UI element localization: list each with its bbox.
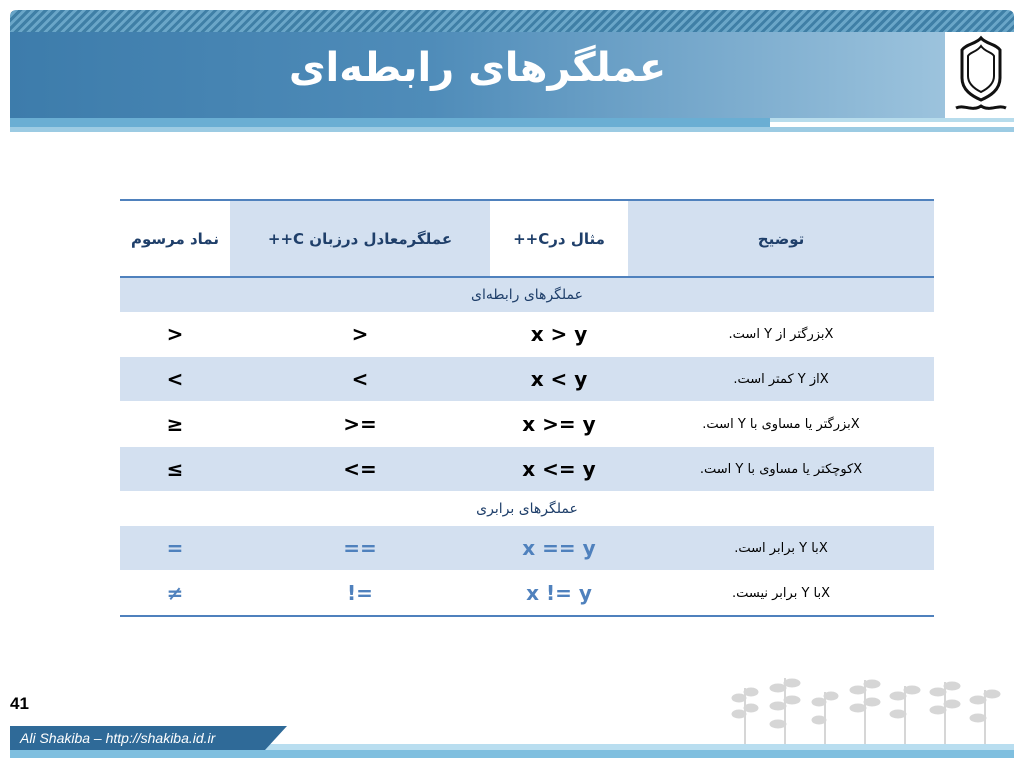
banner-accent-line <box>10 127 1014 132</box>
row-example: x >= y <box>490 402 628 447</box>
row-description: Xبزرگتر از Y است. <box>628 312 934 357</box>
row-symbol: ≠ <box>120 571 230 617</box>
row-description: Xبزرگتر یا مساوی با Y است. <box>628 402 934 447</box>
header-stripe <box>10 10 1014 32</box>
table-row <box>120 357 934 402</box>
table-row <box>120 526 934 571</box>
row-symbol: = <box>120 526 230 571</box>
page-number: 41 <box>10 694 29 713</box>
section-title-equality: عملگرهای برابری <box>120 492 934 527</box>
row-cpp-operator: >= <box>230 402 490 447</box>
section-row <box>120 492 934 527</box>
row-example: x == y <box>490 526 628 571</box>
table-header-row <box>120 200 934 277</box>
row-example: x <= y <box>490 447 628 492</box>
row-symbol: > <box>120 312 230 357</box>
university-logo-icon <box>948 34 1014 118</box>
plants-decoration-icon <box>725 668 1014 744</box>
header-example: مثال درC++ <box>490 200 628 277</box>
row-cpp-operator: != <box>230 571 490 617</box>
row-cpp-operator: <= <box>230 447 490 492</box>
footer-author-link: Ali Shakiba – http://shakiba.id.ir <box>20 730 216 746</box>
banner-accent-line <box>770 118 1014 122</box>
header-cpp-operator: عملگرمعادل درزبان C++ <box>230 200 490 277</box>
section-title-relational: عملگرهای رابطه‌ای <box>120 277 934 312</box>
table-row <box>120 571 934 617</box>
table-row <box>120 447 934 492</box>
slide-title: عملگرهای رابطه‌ای <box>288 45 667 91</box>
row-symbol: ≤ <box>120 447 230 492</box>
footer-bar-tip <box>265 726 287 750</box>
banner-accent-line <box>10 118 770 127</box>
header-symbol: نماد مرسوم <box>120 200 230 277</box>
table-row <box>120 402 934 447</box>
table-row <box>120 312 934 357</box>
footer-accent-line <box>10 750 1014 758</box>
section-row <box>120 277 934 312</box>
row-cpp-operator: > <box>230 312 490 357</box>
row-cpp-operator: < <box>230 357 490 402</box>
row-symbol: ≥ <box>120 402 230 447</box>
row-description: Xاز Y کمتر است. <box>628 357 934 402</box>
row-example: x != y <box>490 571 628 617</box>
row-cpp-operator: == <box>230 526 490 571</box>
header-description: توضیح <box>628 200 934 277</box>
row-example: x < y <box>490 357 628 402</box>
row-symbol: < <box>120 357 230 402</box>
row-description: Xبا Y برابر نیست. <box>628 571 934 617</box>
row-example: x > y <box>490 312 628 357</box>
row-description: Xبا Y برابر است. <box>628 526 934 571</box>
row-description: Xکوچکتر یا مساوی با Y است. <box>628 447 934 492</box>
relational-operators-table <box>120 199 934 617</box>
